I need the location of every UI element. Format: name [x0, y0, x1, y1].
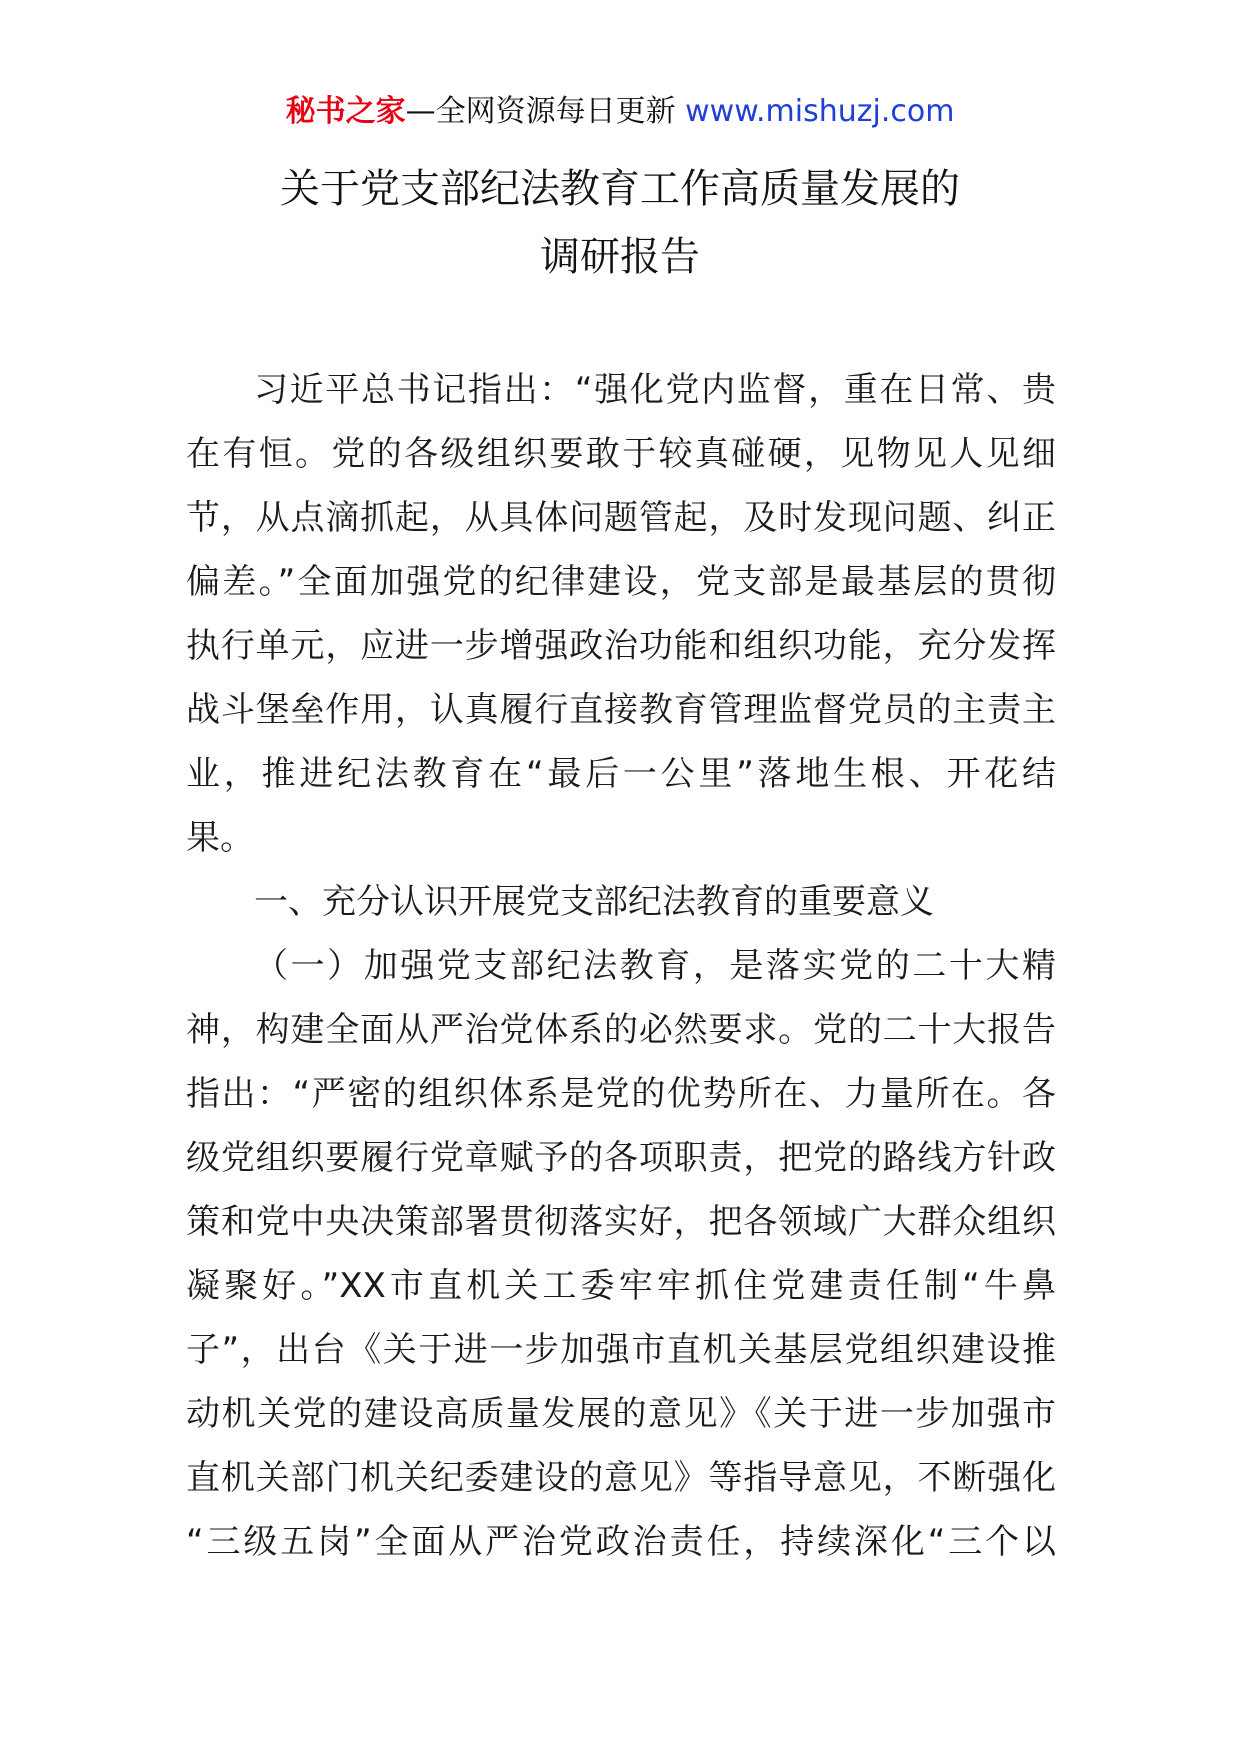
header-tagline: —全网资源每日更新 [405, 94, 676, 129]
document-body [186, 358, 1056, 1574]
brand-name: 秘书之家 [285, 94, 406, 129]
body-line: 动机关党的建设高质量发展的意见》《关于进一步加强市 [186, 1394, 1056, 1434]
document-title-line-1: 关于党支部纪法教育工作高质量发展的 [280, 166, 960, 212]
body-line: 习近平总书记指出：“强化党内监督，重在日常、贵 [254, 370, 1056, 410]
body-line: 节，从点滴抓起，从具体问题管起，及时发现问题、纠正 [186, 498, 1056, 538]
body-line: 业，推进纪法教育在“最后一公里”落地生根、开花结 [186, 754, 1056, 794]
body-line: “三级五岗”全面从严治党政治责任，持续深化“三个以 [186, 1522, 1056, 1562]
section-heading: 一、充分认识开展党支部纪法教育的重要意义 [254, 882, 934, 922]
header-url[interactable]: www.mishuzj.com [685, 94, 955, 129]
body-line: 执行单元，应进一步增强政治功能和组织功能，充分发挥 [186, 626, 1056, 666]
document-title-line-2: 调研报告 [540, 234, 700, 280]
body-line: 偏差。”全面加强党的纪律建设，党支部是最基层的贯彻 [186, 562, 1056, 602]
body-line: 级党组织要履行党章赋予的各项职责，把党的路线方针政 [186, 1138, 1056, 1178]
body-line: 子”，出台《关于进一步加强市直机关基层党组织建设推 [186, 1330, 1056, 1370]
body-line: 直机关部门机关纪委建设的意见》等指导意见，不断强化 [186, 1458, 1056, 1498]
body-line: 果。 [186, 818, 254, 858]
body-line: 指出：“严密的组织体系是党的优势所在、力量所在。各 [186, 1074, 1056, 1114]
page-header [0, 92, 1240, 132]
body-line: 在有恒。党的各级组织要敢于较真碰硬，见物见人见细 [186, 434, 1056, 474]
body-line: 策和党中央决策部署贯彻落实好，把各领域广大群众组织 [186, 1202, 1056, 1242]
body-line: 战斗堡垒作用，认真履行直接教育管理监督党员的主责主 [186, 690, 1056, 730]
body-line: 神，构建全面从严治党体系的必然要求。党的二十大报告 [186, 1010, 1056, 1050]
body-line: 凝聚好。”XX市直机关工委牢牢抓住党建责任制“牛鼻 [186, 1266, 1056, 1306]
body-line: （一）加强党支部纪法教育，是落实党的二十大精 [254, 946, 1056, 986]
